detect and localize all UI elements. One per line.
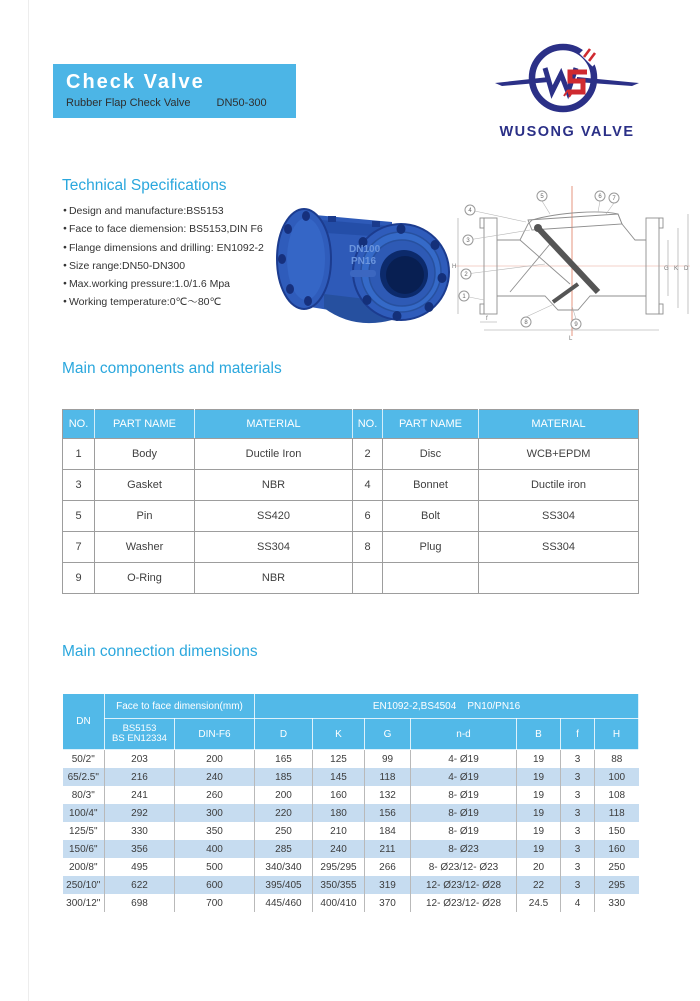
table-cell: 65/2.5" xyxy=(63,768,105,786)
table-row xyxy=(63,858,639,876)
dim-label-k: K xyxy=(674,266,679,272)
column-header: MATERIAL xyxy=(479,410,639,439)
table-cell: 200/8" xyxy=(63,858,105,876)
table-cell: 292 xyxy=(105,804,175,822)
table-cell: 8 xyxy=(353,532,383,563)
table-cell: 8- Ø23/12- Ø23 xyxy=(411,858,517,876)
table-row xyxy=(63,750,639,769)
table-cell: 220 xyxy=(255,804,313,822)
table-cell: 19 xyxy=(517,750,561,769)
table-cell: 8- Ø19 xyxy=(411,786,517,804)
table-cell: 350 xyxy=(175,822,255,840)
table-cell: 156 xyxy=(365,804,411,822)
dim-label-g: G xyxy=(664,266,669,272)
table-cell: 5 xyxy=(63,501,95,532)
valve-drawing-image xyxy=(450,184,697,344)
table-cell xyxy=(353,563,383,594)
table-cell: Washer xyxy=(95,532,195,563)
spec-item: ● Face to face diemension: BS5153,DIN F6 xyxy=(63,220,264,238)
table-cell: 2 xyxy=(353,439,383,470)
table-cell: 8- Ø23 xyxy=(411,840,517,858)
column-header: B xyxy=(517,719,561,750)
drawing-dimension-lines xyxy=(458,214,688,330)
table-cell: 622 xyxy=(105,876,175,894)
table-cell: Pin xyxy=(95,501,195,532)
column-header-dn: DN xyxy=(63,694,105,750)
subtitle-text: Rubber Flap Check Valve xyxy=(66,97,191,109)
table-cell: 300 xyxy=(175,804,255,822)
section-title-dimensions: Main connection dimensions xyxy=(62,643,258,660)
table-cell: 99 xyxy=(365,750,411,769)
table-cell: 330 xyxy=(105,822,175,840)
table-cell: 4- Ø19 xyxy=(411,768,517,786)
table-cell: 180 xyxy=(313,804,365,822)
table-cell: Ductile Iron xyxy=(195,439,353,470)
table-row xyxy=(63,532,639,563)
components-table-header xyxy=(63,410,639,439)
table-cell: 700 xyxy=(175,894,255,912)
column-header: n-d xyxy=(411,719,517,750)
page-subtitle-row xyxy=(66,97,296,109)
table-cell: 216 xyxy=(105,768,175,786)
table-row xyxy=(63,470,639,501)
table-cell: 88 xyxy=(595,750,639,769)
table-cell: 7 xyxy=(63,532,95,563)
table-cell: 3 xyxy=(561,876,595,894)
table-row xyxy=(63,768,639,786)
page-title: Check Valve xyxy=(66,71,205,93)
table-cell: 24.5 xyxy=(517,894,561,912)
table-cell: 4 xyxy=(561,894,595,912)
table-cell: SS304 xyxy=(479,532,639,563)
spec-item: ● Design and manufacture:BS5153 xyxy=(63,202,264,220)
valve-photo xyxy=(264,190,456,341)
callout-label: 6 xyxy=(598,194,602,201)
components-table xyxy=(62,409,639,594)
table-cell: 3 xyxy=(561,750,595,769)
table-cell: NBR xyxy=(195,563,353,594)
table-cell: 100 xyxy=(595,768,639,786)
table-row xyxy=(63,786,639,804)
table-row xyxy=(63,840,639,858)
table-cell: 295 xyxy=(595,876,639,894)
table-cell: 19 xyxy=(517,804,561,822)
callout-label: 1 xyxy=(462,294,466,301)
valve-photo-image xyxy=(264,190,456,336)
dim-label-d: D xyxy=(684,266,689,272)
table-cell: Body xyxy=(95,439,195,470)
callout-label: 3 xyxy=(466,238,470,245)
spec-item: ● Working temperature:0℃～80℃ xyxy=(63,293,264,311)
callout-label: 8 xyxy=(524,320,528,327)
dim-label-f: f xyxy=(486,316,488,322)
column-header: f xyxy=(561,719,595,750)
column-group-f2f: Face to face dimension(mm) xyxy=(105,694,255,719)
table-cell: 19 xyxy=(517,822,561,840)
table-cell: 500 xyxy=(175,858,255,876)
table-cell: SS420 xyxy=(195,501,353,532)
column-group-en1092: EN1092-2,BS4504 PN10/PN16 xyxy=(255,694,639,719)
table-row xyxy=(63,894,639,912)
callout-label: 5 xyxy=(540,194,544,201)
table-cell: 132 xyxy=(365,786,411,804)
callout-label: 2 xyxy=(464,272,468,279)
table-cell: NBR xyxy=(195,470,353,501)
dimensions-table-header xyxy=(63,694,639,750)
table-cell: 20 xyxy=(517,858,561,876)
table-cell: 600 xyxy=(175,876,255,894)
callout-label: 4 xyxy=(468,208,472,215)
page-edge-line xyxy=(28,0,29,1001)
column-header: K xyxy=(313,719,365,750)
table-cell: 350/355 xyxy=(313,876,365,894)
column-header: NO. xyxy=(63,410,95,439)
table-cell: 160 xyxy=(313,786,365,804)
column-header: PART NAME xyxy=(383,410,479,439)
header-band xyxy=(53,64,296,118)
company-name: WUSONG VALVE xyxy=(499,124,635,140)
table-cell: 12- Ø23/12- Ø28 xyxy=(411,876,517,894)
table-cell: 210 xyxy=(313,822,365,840)
spec-item: ● Flange dimensions and drilling: EN1092-2 xyxy=(63,239,264,257)
table-cell: 3 xyxy=(561,804,595,822)
table-cell: 4 xyxy=(353,470,383,501)
table-row xyxy=(63,501,639,532)
table-cell xyxy=(479,563,639,594)
table-row xyxy=(63,822,639,840)
table-cell: 3 xyxy=(561,840,595,858)
table-cell: 203 xyxy=(105,750,175,769)
table-cell: Plug xyxy=(383,532,479,563)
table-cell: Bolt xyxy=(383,501,479,532)
table-cell: 240 xyxy=(313,840,365,858)
size-range-text: DN50-300 xyxy=(216,97,267,109)
table-cell: Bonnet xyxy=(383,470,479,501)
table-cell: 19 xyxy=(517,786,561,804)
table-cell: 330 xyxy=(595,894,639,912)
table-cell: WCB+EPDM xyxy=(479,439,639,470)
dim-label-h: H xyxy=(452,264,457,270)
table-cell: O-Ring xyxy=(95,563,195,594)
table-cell: 295/295 xyxy=(313,858,365,876)
table-row xyxy=(63,439,639,470)
table-cell: 3 xyxy=(63,470,95,501)
table-cell: 9 xyxy=(63,563,95,594)
table-cell: 241 xyxy=(105,786,175,804)
table-cell: 1 xyxy=(63,439,95,470)
table-cell: 495 xyxy=(105,858,175,876)
table-cell: 80/3" xyxy=(63,786,105,804)
table-cell: 3 xyxy=(561,786,595,804)
table-cell: 8- Ø19 xyxy=(411,804,517,822)
cast-text-dn: DN100 xyxy=(349,244,381,255)
column-header: NO. xyxy=(353,410,383,439)
spec-item: ● Size range:DN50-DN300 xyxy=(63,257,264,275)
table-cell: 240 xyxy=(175,768,255,786)
table-cell: 184 xyxy=(365,822,411,840)
table-cell: 150 xyxy=(595,822,639,840)
table-cell: 22 xyxy=(517,876,561,894)
column-header: H xyxy=(595,719,639,750)
bs-standard-line2: BS EN12334 xyxy=(112,733,167,744)
table-cell: SS304 xyxy=(195,532,353,563)
table-cell: 185 xyxy=(255,768,313,786)
table-row xyxy=(63,563,639,594)
valve-drawing xyxy=(450,184,697,349)
table-cell: 250 xyxy=(255,822,313,840)
table-cell: 211 xyxy=(365,840,411,858)
table-cell: 160 xyxy=(595,840,639,858)
column-header: D xyxy=(255,719,313,750)
table-cell: 12- Ø23/12- Ø28 xyxy=(411,894,517,912)
table-cell: 125 xyxy=(313,750,365,769)
table-cell: Disc xyxy=(383,439,479,470)
column-header: MATERIAL xyxy=(195,410,353,439)
table-cell: 6 xyxy=(353,501,383,532)
table-row xyxy=(63,804,639,822)
bs-standard-line1: BS5153 xyxy=(122,722,157,734)
table-cell: 8- Ø19 xyxy=(411,822,517,840)
table-cell: 698 xyxy=(105,894,175,912)
table-cell: 125/5" xyxy=(63,822,105,840)
dimensions-table xyxy=(62,693,639,912)
section-title-components: Main components and materials xyxy=(62,360,282,377)
table-cell: 319 xyxy=(365,876,411,894)
table-cell: 108 xyxy=(595,786,639,804)
column-header: G xyxy=(365,719,411,750)
table-cell: Gasket xyxy=(95,470,195,501)
table-cell: 19 xyxy=(517,840,561,858)
table-cell: 400 xyxy=(175,840,255,858)
table-cell: 200 xyxy=(255,786,313,804)
spec-list xyxy=(63,202,264,312)
logo-mark-icon xyxy=(495,36,639,118)
table-cell: 118 xyxy=(365,768,411,786)
dim-label-l: L xyxy=(569,336,573,342)
table-cell: 266 xyxy=(365,858,411,876)
table-cell: 356 xyxy=(105,840,175,858)
table-cell: 150/6" xyxy=(63,840,105,858)
table-cell: 3 xyxy=(561,858,595,876)
table-cell: 395/405 xyxy=(255,876,313,894)
table-cell: 165 xyxy=(255,750,313,769)
table-cell: 250 xyxy=(595,858,639,876)
table-cell: 3 xyxy=(561,768,595,786)
table-cell: Ductile iron xyxy=(479,470,639,501)
table-cell: 250/10" xyxy=(63,876,105,894)
table-cell: 19 xyxy=(517,768,561,786)
table-cell: 200 xyxy=(175,750,255,769)
table-cell: SS304 xyxy=(479,501,639,532)
table-cell: 400/410 xyxy=(313,894,365,912)
table-cell: 50/2" xyxy=(63,750,105,769)
table-cell: 100/4" xyxy=(63,804,105,822)
section-title-specs: Technical Specifications xyxy=(62,177,227,194)
components-table-body xyxy=(63,439,639,594)
column-header: PART NAME xyxy=(95,410,195,439)
column-header: DIN-F6 xyxy=(175,719,255,750)
table-cell: 340/340 xyxy=(255,858,313,876)
table-cell: 445/460 xyxy=(255,894,313,912)
callout-label: 9 xyxy=(574,322,578,329)
cast-text-pn: PN16 xyxy=(351,256,377,267)
table-cell: 4- Ø19 xyxy=(411,750,517,769)
table-cell: 285 xyxy=(255,840,313,858)
table-cell: 370 xyxy=(365,894,411,912)
table-cell xyxy=(383,563,479,594)
company-logo xyxy=(495,36,639,140)
column-header-bs xyxy=(105,719,175,750)
spec-item: ● Max.working pressure:1.0/1.6 Mpa xyxy=(63,275,264,293)
dimensions-table-body xyxy=(63,750,639,913)
table-cell: 260 xyxy=(175,786,255,804)
table-cell: 118 xyxy=(595,804,639,822)
table-cell: 3 xyxy=(561,822,595,840)
table-row xyxy=(63,876,639,894)
callout-label: 7 xyxy=(612,196,616,203)
table-cell: 145 xyxy=(313,768,365,786)
table-cell: 300/12" xyxy=(63,894,105,912)
